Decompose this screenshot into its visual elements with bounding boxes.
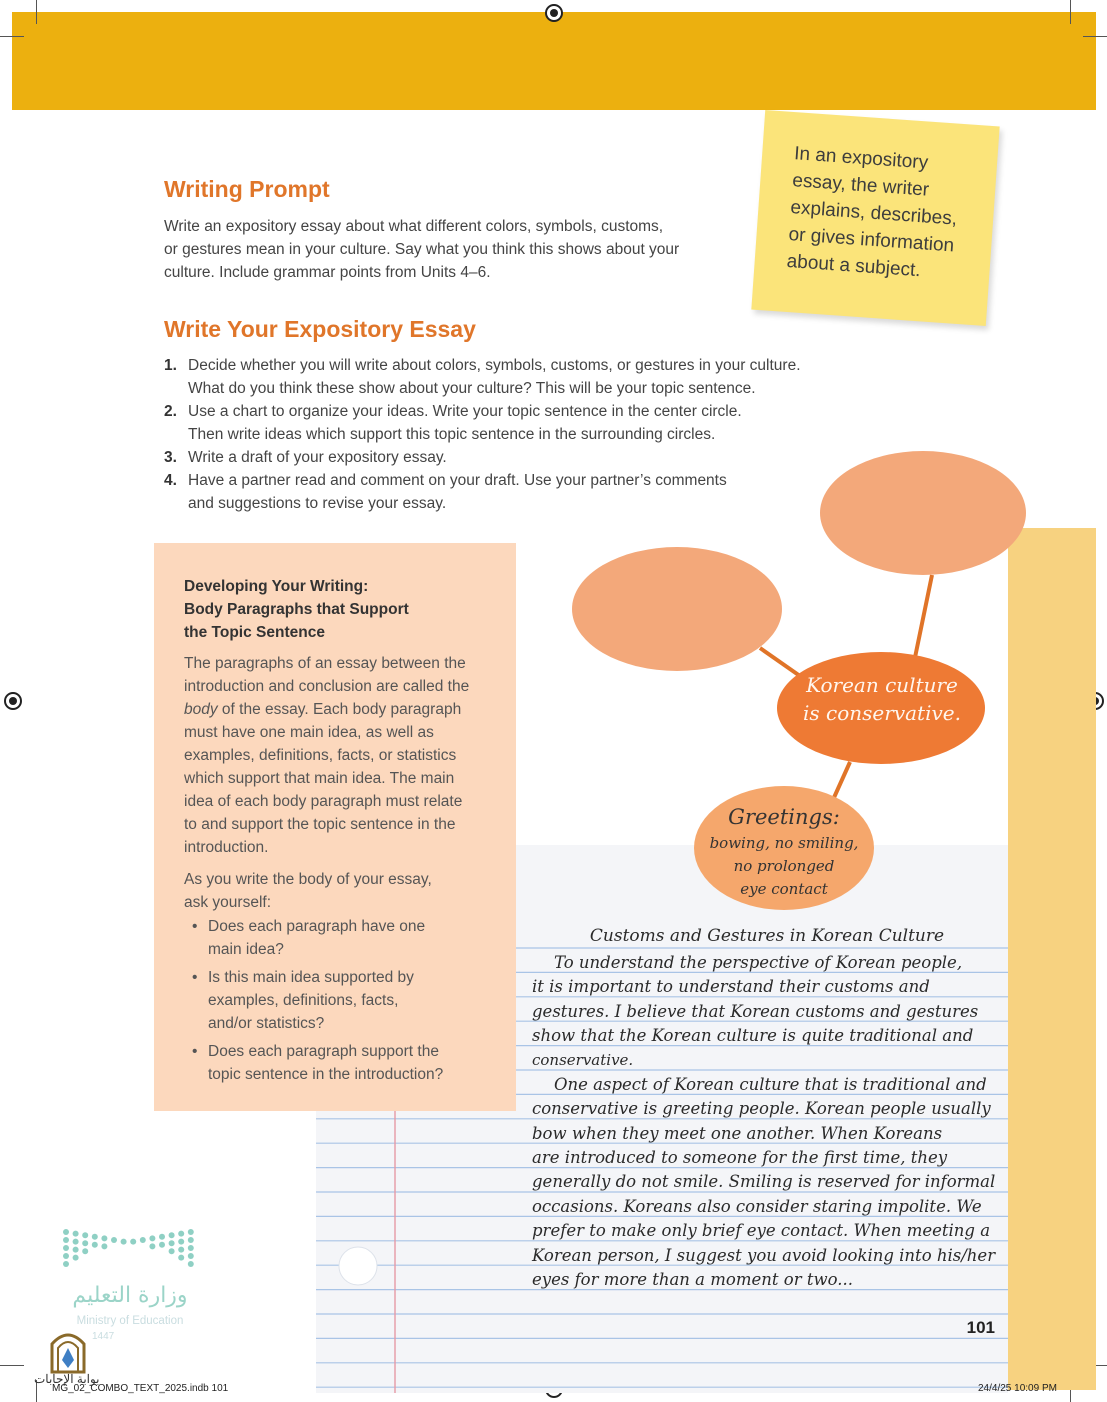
sticky-line: or gives information bbox=[787, 224, 955, 257]
step-line: Have a partner read and comment on your draft. Use your partner’s comments bbox=[188, 472, 727, 489]
ministry-year: 1447 bbox=[92, 1331, 115, 1342]
portal-logo-icon bbox=[46, 1326, 90, 1374]
question-line: • Does each paragraph support the bbox=[208, 1043, 439, 1060]
question-line: and/or statistics? bbox=[208, 1015, 325, 1032]
paragraph-line: introduction. bbox=[184, 839, 269, 856]
writing-prompt-section bbox=[164, 176, 744, 284]
paragraph-line: which support that main idea. The main bbox=[184, 770, 455, 787]
footer-timestamp: 24/4/25 10:09 PM bbox=[978, 1383, 1057, 1394]
crop-mark bbox=[0, 36, 24, 37]
logo-dot bbox=[188, 1261, 194, 1267]
essay-line: eyes for more than a moment or two... bbox=[532, 1270, 853, 1289]
essay-line: bow when they meet one another. When Koreans bbox=[532, 1124, 943, 1143]
header-band bbox=[12, 12, 1096, 110]
step-number: 3. bbox=[164, 449, 177, 466]
text-line: Write an expository essay about what different colors, symbols, customs, bbox=[164, 218, 664, 235]
logo-dot bbox=[169, 1232, 175, 1238]
question-list bbox=[184, 915, 494, 1091]
logo-dot bbox=[149, 1235, 155, 1241]
logo-dot bbox=[63, 1253, 69, 1259]
logo-dot bbox=[73, 1239, 79, 1245]
sticky-line: essay, the writer bbox=[791, 170, 930, 201]
step-number: 1. bbox=[164, 357, 177, 374]
logo-dot bbox=[121, 1239, 127, 1245]
logo-dot bbox=[159, 1234, 165, 1240]
logo-dot bbox=[73, 1255, 79, 1261]
paragraph-fragment: of the essay. Each body paragraph bbox=[217, 701, 462, 718]
essay-line: it is important to understand their customs and bbox=[532, 977, 930, 996]
mind-map bbox=[560, 440, 1040, 920]
text-line: culture. Include grammar points from Units 4–6. bbox=[164, 264, 491, 281]
support-line: bowing, no smiling, bbox=[709, 834, 859, 852]
paragraph-line: to and support the topic sentence in the bbox=[184, 816, 456, 833]
sticky-note bbox=[751, 110, 999, 326]
logo-dot bbox=[178, 1231, 184, 1237]
question-item bbox=[184, 1040, 494, 1086]
step-line: Decide whether you will write about colors, symbols, customs, or gestures in your culture. bbox=[188, 357, 801, 374]
essay-line: generally do not smile. Smiling is reserved for informal bbox=[532, 1172, 996, 1191]
logo-dot bbox=[63, 1229, 69, 1235]
question-line: topic sentence in the introduction? bbox=[208, 1066, 444, 1083]
step-line: What do you think these show about your culture? This will be your topic sentence. bbox=[188, 380, 756, 397]
crop-mark bbox=[1070, 0, 1071, 24]
writing-prompt-text bbox=[164, 215, 744, 284]
developing-writing-box bbox=[154, 543, 516, 1111]
portal-name: بوابة الإجابات bbox=[34, 1372, 100, 1386]
logo-dot bbox=[63, 1261, 69, 1267]
essay-line: occasions. Koreans also consider staring impolite. We bbox=[532, 1197, 982, 1216]
essay-line: Korean person, I suggest you avoid looking into his/her bbox=[532, 1246, 996, 1265]
question-line: • Is this main idea supported by bbox=[208, 969, 414, 986]
paragraph-line: must have one main idea, as well as bbox=[184, 724, 434, 741]
logo-dot bbox=[178, 1239, 184, 1245]
step-item bbox=[164, 354, 884, 400]
essay-line: conservative is greeting people. Korean people usually bbox=[532, 1099, 991, 1118]
paragraph-line: introduction and conclusion are called the bbox=[184, 678, 470, 695]
question-line: • Does each paragraph have one bbox=[208, 918, 426, 935]
logo-dot bbox=[188, 1245, 194, 1251]
logo-dot bbox=[101, 1243, 107, 1249]
question-line: examples, definitions, facts, bbox=[208, 992, 399, 1009]
paragraph-line: As you write the body of your essay, bbox=[184, 871, 432, 888]
essay-title: Customs and Gestures in Korean Culture bbox=[589, 926, 945, 946]
topic-line: is conservative. bbox=[803, 701, 961, 725]
step-number: 4. bbox=[164, 472, 177, 489]
logo-dot bbox=[111, 1237, 117, 1243]
paragraph-line: examples, definitions, facts, or statistics bbox=[184, 747, 457, 764]
question-item bbox=[184, 915, 494, 961]
logo-dot bbox=[149, 1243, 155, 1249]
essay-line: To understand the perspective of Korean people, bbox=[554, 953, 963, 972]
support-line: eye contact bbox=[740, 880, 828, 898]
crop-mark bbox=[1083, 36, 1107, 37]
step-number: 2. bbox=[164, 403, 177, 420]
logo-dot bbox=[63, 1245, 69, 1251]
title-line: the Topic Sentence bbox=[184, 624, 325, 641]
sticky-line: about a subject. bbox=[786, 250, 922, 282]
logo-dot bbox=[82, 1232, 88, 1238]
logo-dot bbox=[82, 1248, 88, 1254]
logo-dot bbox=[130, 1239, 136, 1245]
punch-hole bbox=[339, 1247, 377, 1285]
logo-dot bbox=[178, 1247, 184, 1253]
essay-line: are introduced to someone for the first time, they bbox=[532, 1148, 948, 1167]
sticky-note-text bbox=[786, 140, 985, 288]
logo-dot bbox=[73, 1247, 79, 1253]
sticky-line: explains, describes, bbox=[789, 197, 958, 230]
crop-mark bbox=[0, 1365, 24, 1366]
logo-dot bbox=[140, 1237, 146, 1243]
sticky-line: In an expository bbox=[793, 143, 929, 174]
logo-dot bbox=[92, 1242, 98, 1248]
title-line: Body Paragraphs that Support bbox=[184, 601, 409, 618]
registration-mark-icon bbox=[4, 692, 22, 710]
step-line: Write a draft of your expository essay. bbox=[188, 449, 447, 466]
logo-dot bbox=[159, 1242, 165, 1248]
paragraph-line bbox=[184, 698, 504, 721]
logo-dot bbox=[178, 1255, 184, 1261]
logo-dot bbox=[188, 1253, 194, 1259]
logo-dot bbox=[63, 1237, 69, 1243]
step-line: Then write ideas which support this topic sentence in the surrounding circles. bbox=[188, 426, 716, 443]
developing-title bbox=[184, 575, 494, 644]
logo-dot bbox=[73, 1231, 79, 1237]
essay-line: prefer to make only brief eye contact. When meeting a bbox=[532, 1221, 991, 1240]
ministry-logo-dots-icon bbox=[60, 1226, 200, 1274]
step-line: Use a chart to organize your ideas. Write your topic sentence in the center circle. bbox=[188, 403, 742, 420]
blank-idea-bubble bbox=[820, 451, 1026, 575]
registration-mark-icon bbox=[545, 4, 563, 22]
support-line: no prolonged bbox=[733, 857, 835, 875]
essay-line: One aspect of Korean culture that is traditional and bbox=[554, 1075, 987, 1094]
logo-dot bbox=[188, 1237, 194, 1243]
essay-line: gestures. I believe that Korean customs and gestures bbox=[532, 1002, 979, 1021]
developing-paragraph bbox=[184, 868, 504, 914]
paragraph-line: The paragraphs of an essay between the bbox=[184, 655, 466, 672]
paragraph-line: ask yourself: bbox=[184, 894, 272, 911]
step-line: and suggestions to revise your essay. bbox=[188, 495, 447, 512]
blank-idea-bubble bbox=[572, 547, 782, 671]
logo-dot bbox=[169, 1248, 175, 1254]
footer-file-info: MG_02_COMBO_TEXT_2025.indb 101 bbox=[52, 1383, 229, 1394]
logo-dot bbox=[101, 1235, 107, 1241]
crop-mark bbox=[36, 0, 37, 24]
title-line: Developing Your Writing: bbox=[184, 578, 369, 595]
paragraph-line: idea of each body paragraph must relate bbox=[184, 793, 463, 810]
logo-dot bbox=[169, 1240, 175, 1246]
question-item bbox=[184, 966, 494, 1035]
ministry-arabic-name: وزارة التعليم bbox=[72, 1283, 188, 1308]
logo-dot bbox=[82, 1240, 88, 1246]
support-title: Greetings: bbox=[728, 805, 840, 829]
text-line: or gestures mean in your culture. Say what you think this shows about your bbox=[164, 241, 680, 258]
connector-line bbox=[832, 762, 850, 802]
logo-dot bbox=[92, 1234, 98, 1240]
essay-line: show that the Korean culture is quite traditional and bbox=[532, 1026, 974, 1045]
developing-paragraph bbox=[184, 652, 504, 859]
emphasis-term: body bbox=[184, 701, 218, 718]
ministry-english-name: Ministry of Education bbox=[76, 1315, 184, 1327]
essay-line: conservative. bbox=[532, 1051, 634, 1069]
question-line: main idea? bbox=[208, 941, 284, 958]
logo-dot bbox=[188, 1229, 194, 1235]
writing-prompt-heading: Writing Prompt bbox=[164, 176, 330, 202]
expository-heading: Write Your Expository Essay bbox=[164, 316, 476, 342]
page-number: 101 bbox=[966, 1318, 995, 1337]
topic-line: Korean culture bbox=[806, 673, 958, 697]
